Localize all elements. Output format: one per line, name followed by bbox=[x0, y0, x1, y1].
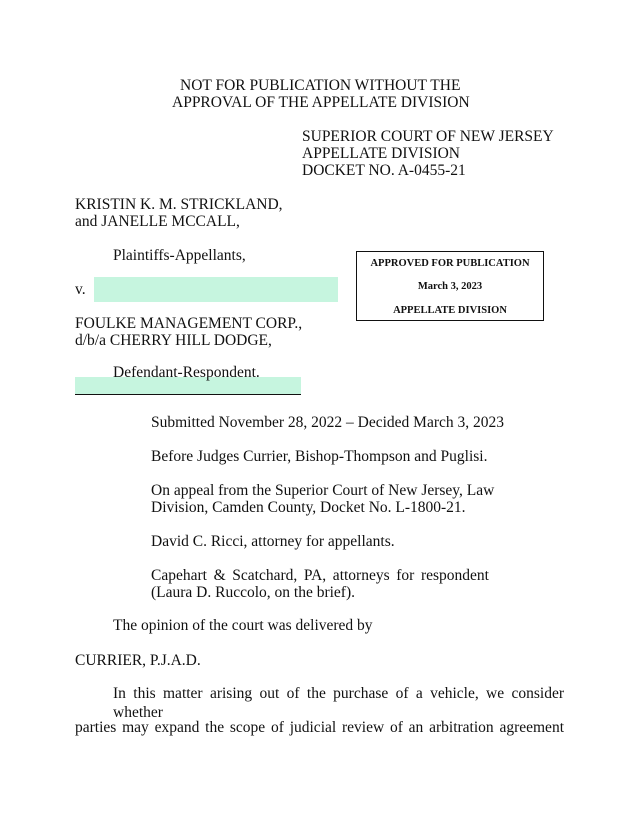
defendant-name-line1: FOULKE MANAGEMENT CORP., bbox=[75, 315, 303, 332]
defendant-name-line2: d/b/a CHERRY HILL DODGE, bbox=[75, 332, 272, 349]
opinion-author: CURRIER, P.J.A.D. bbox=[75, 652, 201, 669]
versus: v. bbox=[75, 281, 86, 298]
defendant-role: Defendant-Respondent. bbox=[113, 364, 260, 381]
appellant-counsel: David C. Ricci, attorney for appellants. bbox=[151, 533, 395, 550]
decision-dates: Submitted November 28, 2022 – Decided March 3, 2023 bbox=[151, 414, 504, 431]
docket-number: DOCKET NO. A-0455-21 bbox=[302, 162, 466, 179]
publication-notice-line1: NOT FOR PUBLICATION WITHOUT THE bbox=[180, 77, 461, 94]
stamp-title: APPROVED FOR PUBLICATION bbox=[370, 258, 530, 269]
court-name: SUPERIOR COURT OF NEW JERSEY bbox=[302, 128, 554, 145]
panel-judges: Before Judges Currier, Bishop-Thompson and Puglisi. bbox=[151, 448, 488, 465]
approved-for-publication-stamp bbox=[356, 251, 544, 321]
plaintiffs-name-line1: KRISTIN K. M. STRICKLAND, bbox=[75, 196, 283, 213]
plaintiffs-name-line2: and JANELLE MCCALL, bbox=[75, 213, 240, 230]
opinion-body-line2: parties may expand the scope of judicial review of an arbitration agreement bbox=[75, 719, 564, 736]
opinion-delivered-by: The opinion of the court was delivered by bbox=[113, 617, 373, 634]
court-division: APPELLATE DIVISION bbox=[302, 145, 461, 162]
stamp-division: APPELLATE DIVISION bbox=[393, 305, 507, 316]
appeal-source-line1: On appeal from the Superior Court of New Jersey, Law bbox=[151, 482, 495, 499]
respondent-counsel-line1: Capehart & Scatchard, PA, attorneys for respondent bbox=[151, 567, 489, 584]
appeal-source-line2: Division, Camden County, Docket No. L-1800-21. bbox=[151, 499, 466, 516]
caption-underline bbox=[75, 394, 301, 395]
plaintiffs-role: Plaintiffs-Appellants, bbox=[113, 247, 246, 264]
opinion-body-line1: In this matter arising out of the purchase of a vehicle, we consider whether bbox=[113, 685, 564, 721]
stamp-date: March 3, 2023 bbox=[417, 281, 483, 292]
highlight-versus-line bbox=[94, 277, 338, 302]
publication-notice-line2: APPROVAL OF THE APPELLATE DIVISION bbox=[172, 94, 470, 111]
respondent-counsel-line2: (Laura D. Ruccolo, on the brief). bbox=[151, 584, 356, 601]
